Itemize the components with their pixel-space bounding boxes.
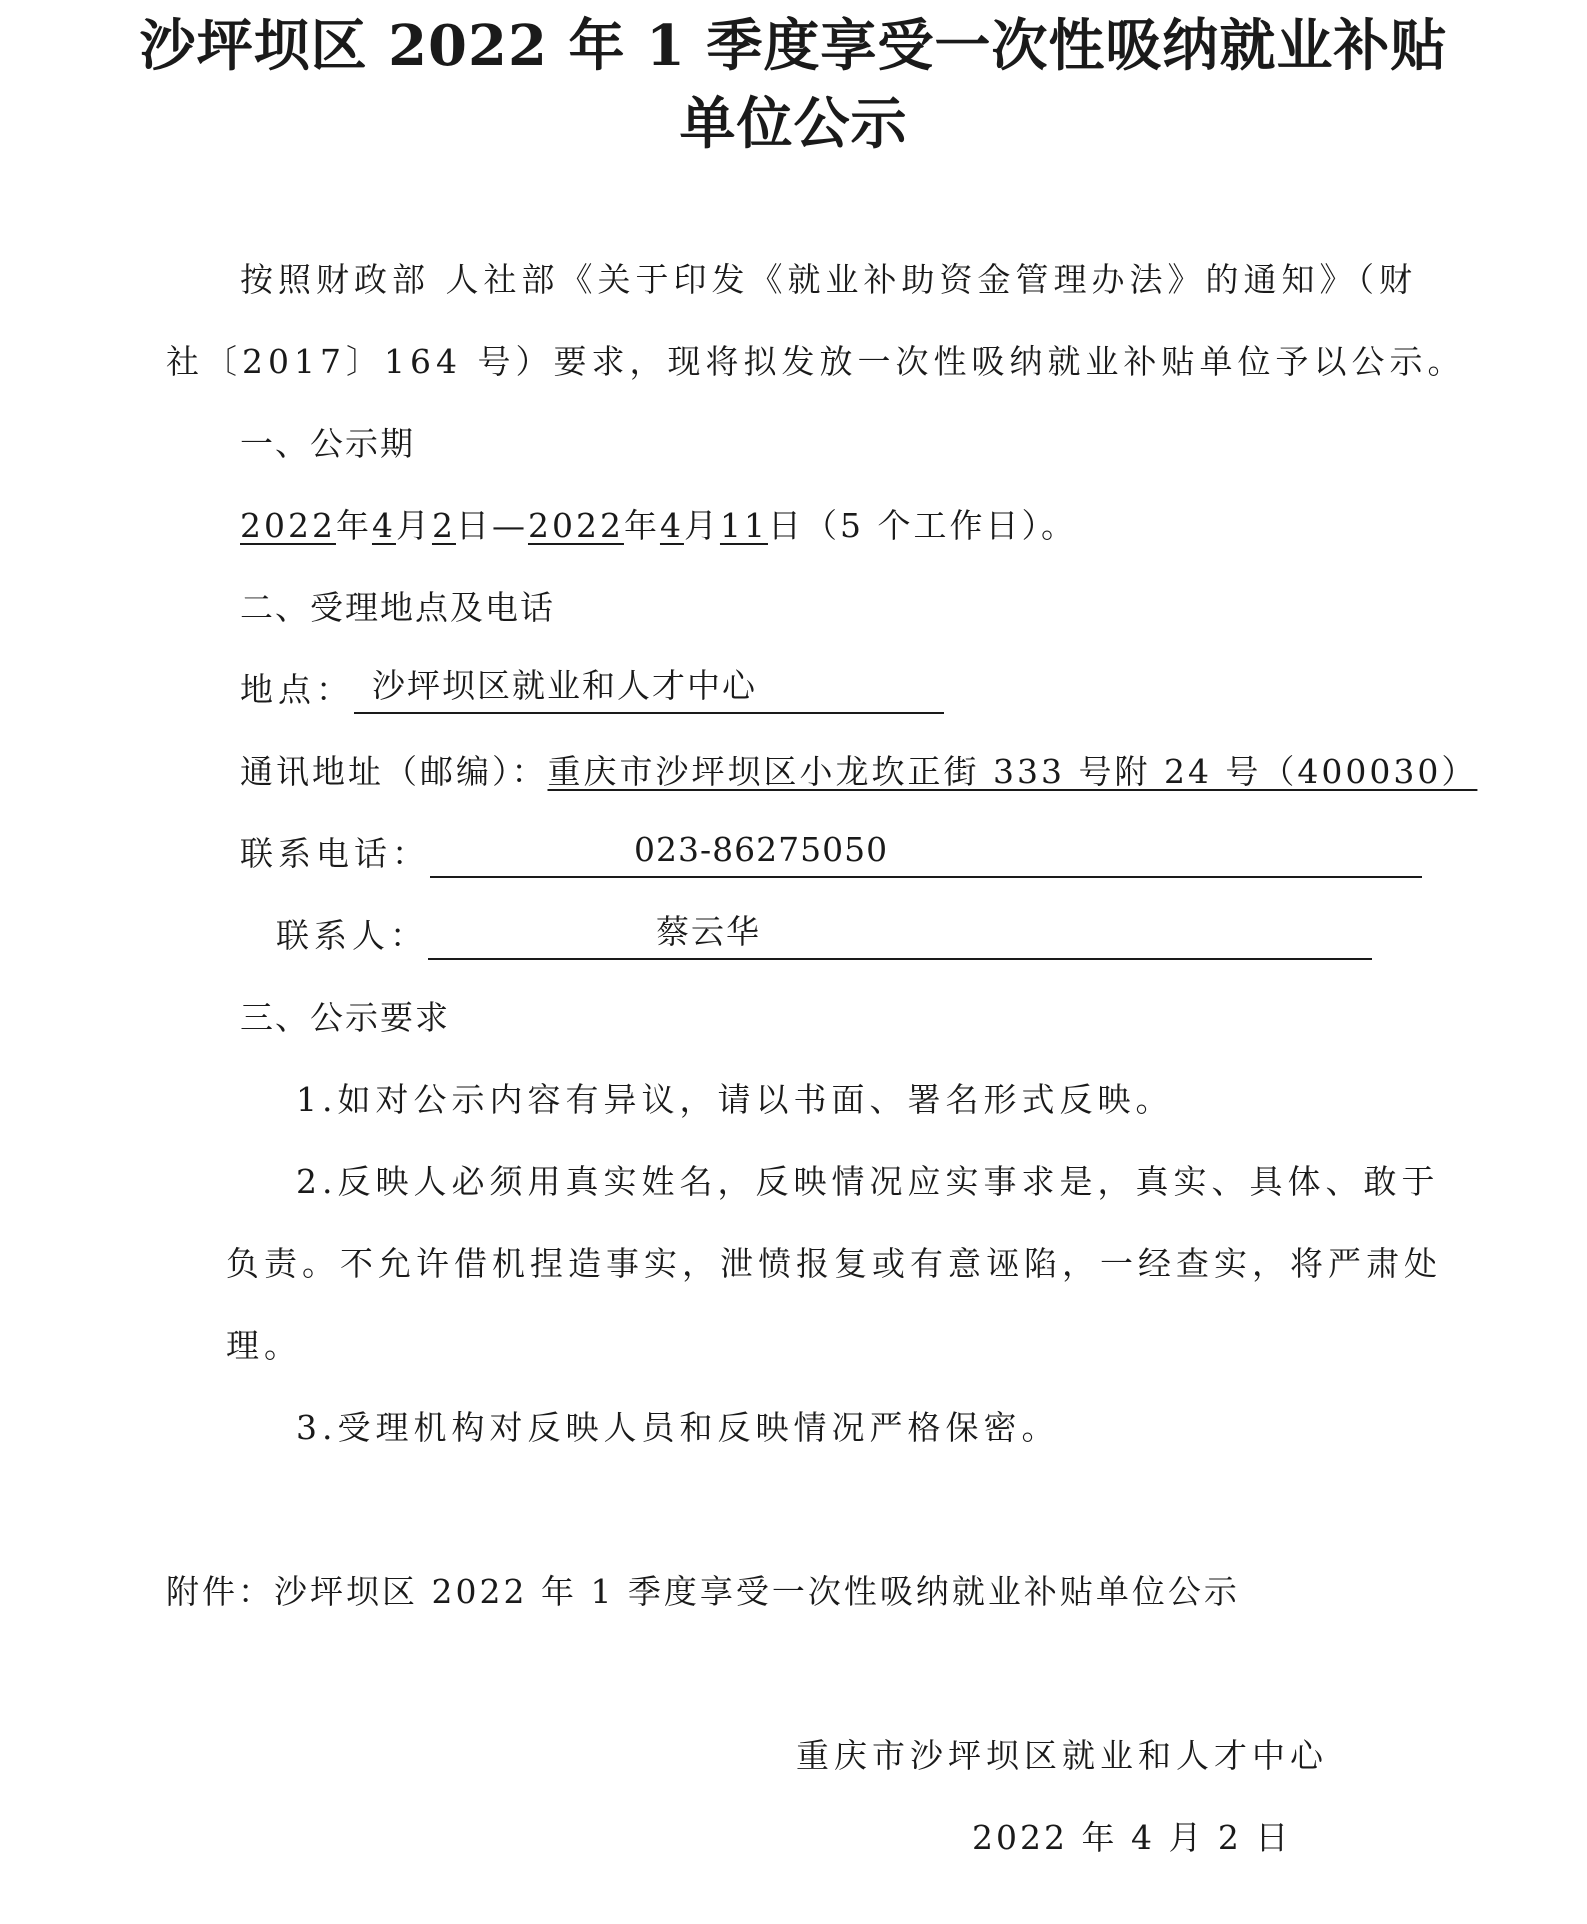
announcement-period bbox=[240, 502, 1077, 550]
requirement-item-2-line-2: 负责。不允许借机捏造事实，泄愤报复或有意诬陷，一经查实，将严肃处 bbox=[226, 1244, 1442, 1283]
period-year-char-2: 年 bbox=[623, 506, 660, 545]
period-month-char-1: 月 bbox=[395, 506, 432, 545]
document-title-line-1: 沙坪坝区 2022 年 1 季度享受一次性吸纳就业补贴 bbox=[139, 13, 1448, 79]
contact-blank bbox=[428, 914, 1372, 960]
requirement-item-1: 1.如对公示内容有异议，请以书面、署名形式反映。 bbox=[296, 1080, 1174, 1119]
address-value: 重庆市沙坪坝区小龙坎正街 333 号附 24 号（400030） bbox=[547, 752, 1478, 791]
phone-value: 023-86275050 bbox=[634, 830, 889, 869]
contact-value: 蔡云华 bbox=[656, 912, 761, 951]
requirement-item-3: 3.受理机构对反映人员和反映情况严格保密。 bbox=[296, 1408, 1060, 1447]
period-start-day: 2 bbox=[431, 506, 456, 545]
section-3-heading: 三、公示要求 bbox=[240, 998, 450, 1037]
attachment-note: 附件：沙坪坝区 2022 年 1 季度享受一次性吸纳就业补贴单位公示 bbox=[166, 1572, 1240, 1611]
section-2-heading: 二、受理地点及电话 bbox=[240, 588, 555, 627]
requirement-item-2-line-1: 2.反映人必须用真实姓名，反映情况应实事求是，真实、具体、敢于 bbox=[296, 1162, 1440, 1201]
location-row bbox=[240, 666, 944, 714]
section-1-heading: 一、公示期 bbox=[240, 424, 415, 463]
contact-row bbox=[276, 912, 1372, 960]
phone-blank bbox=[430, 832, 1422, 878]
period-start-year: 2022 bbox=[240, 506, 336, 545]
intro-line-1: 按照财政部 人社部《关于印发《就业补助资金管理办法》的通知》（财 bbox=[240, 260, 1417, 299]
location-blank bbox=[354, 668, 944, 714]
phone-row bbox=[240, 830, 1422, 878]
address-label: 通讯地址（邮编）： bbox=[240, 752, 548, 791]
period-year-char-1: 年 bbox=[335, 506, 372, 545]
phone-label: 联系电话： bbox=[240, 834, 430, 873]
period-month-char-2: 月 bbox=[683, 506, 720, 545]
location-label: 地点： bbox=[240, 670, 354, 709]
signature-date: 2022 年 4 月 2 日 bbox=[972, 1818, 1292, 1857]
document-title-line-2: 单位公示 bbox=[679, 91, 908, 157]
period-suffix: 日（5 个工作日）。 bbox=[767, 506, 1077, 545]
intro-line-2: 社〔2017〕164 号）要求，现将拟发放一次性吸纳就业补贴单位予以公示。 bbox=[166, 342, 1466, 381]
address-row bbox=[240, 748, 1477, 796]
signature-organization: 重庆市沙坪坝区就业和人才中心 bbox=[796, 1736, 1328, 1775]
period-end-month: 4 bbox=[659, 506, 684, 545]
requirement-item-2-line-3: 理。 bbox=[226, 1326, 302, 1365]
period-end-day: 11 bbox=[719, 506, 768, 545]
period-end-year: 2022 bbox=[527, 506, 624, 545]
location-value: 沙坪坝区就业和人才中心 bbox=[372, 666, 757, 705]
period-day-dash: 日— bbox=[455, 506, 528, 545]
contact-label: 联系人： bbox=[276, 916, 428, 955]
period-start-month: 4 bbox=[371, 506, 396, 545]
